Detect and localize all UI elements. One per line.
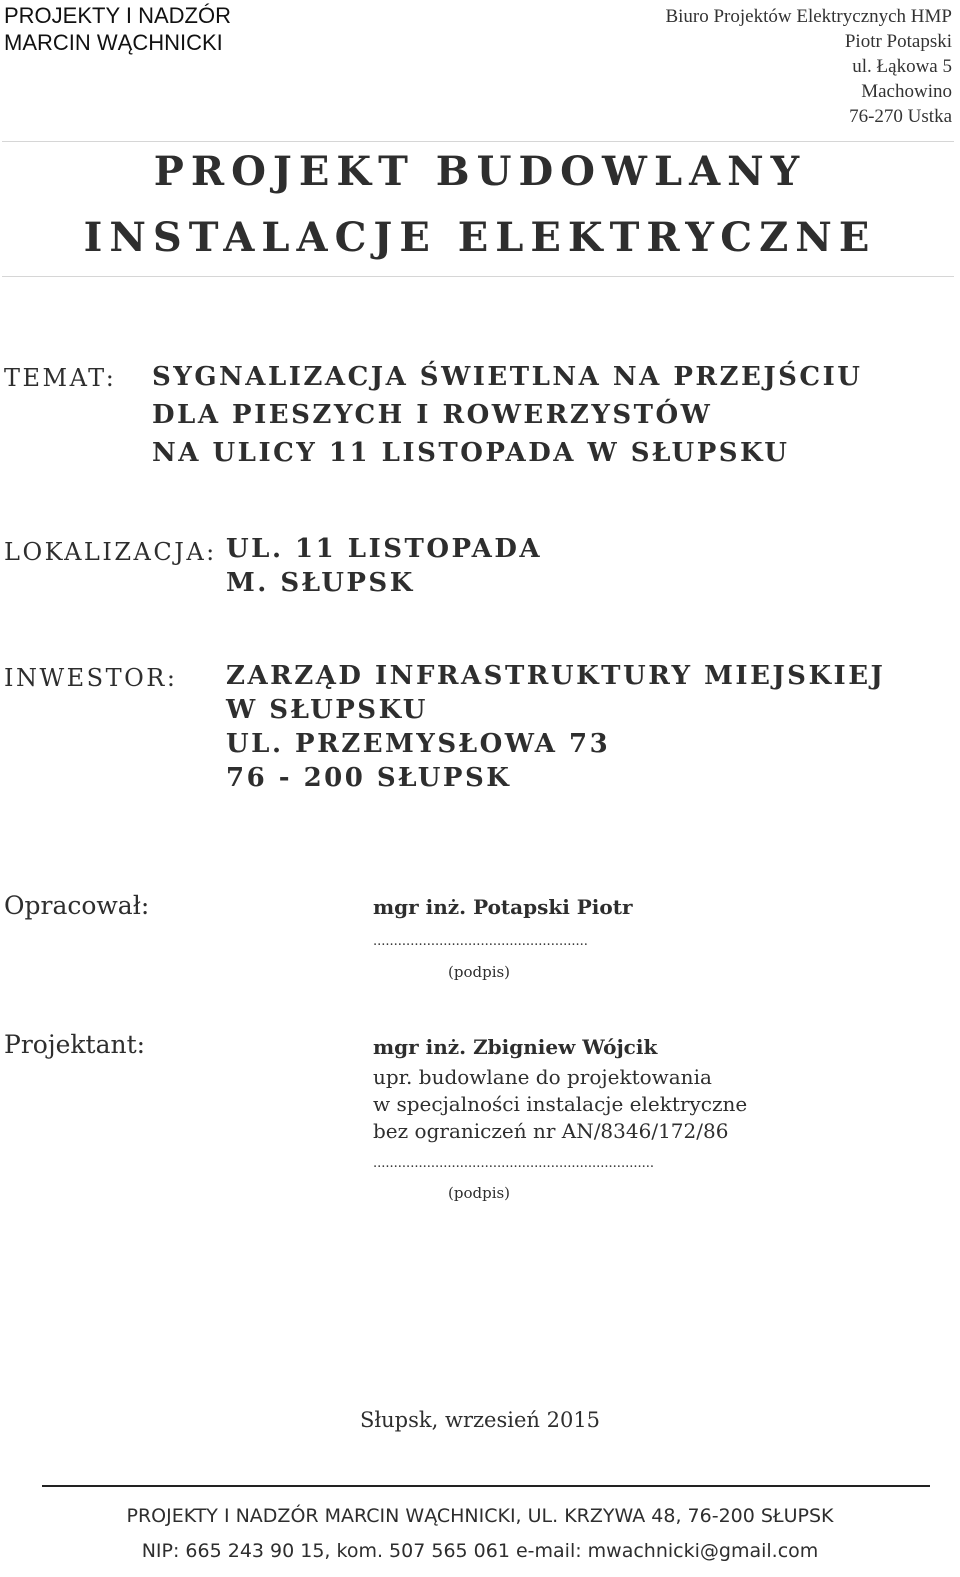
temat-line: NA ULICY 11 LISTOPADA W SŁUPSKU <box>152 438 790 468</box>
office-name: Biuro Projektów Elektrycznych HMP <box>665 6 952 27</box>
temat-line: SYGNALIZACJA ŚWIETLNA NA PRZEJŚCIU <box>152 362 863 392</box>
temat-label: TEMAT: <box>4 364 117 392</box>
projektant-signature-caption: (podpis) <box>448 1184 511 1202</box>
document-subtitle: INSTALACJE ELEKTRYCZNE <box>83 214 877 261</box>
projektant-signature-line: .................................................................... <box>373 1156 654 1171</box>
company-name-line2: MARCIN WĄCHNICKI <box>4 30 223 55</box>
document-title: PROJEKT BUDOWLANY <box>153 148 807 195</box>
inwestor-line: UL. PRZEMYSŁOWA 73 <box>226 729 611 759</box>
temat-line: DLA PIESZYCH I ROWERZYSTÓW <box>152 400 713 430</box>
projektant-qualifications <box>373 1064 747 1145</box>
opracowal-signature-caption: (podpis) <box>448 963 511 981</box>
opracowal-name: mgr inż. Potapski Piotr <box>373 895 633 919</box>
place-and-date: Słupsk, wrzesień 2015 <box>359 1408 601 1432</box>
qualification-line: w specjalności instalacje elektryczne <box>373 1092 748 1116</box>
inwestor-line: W SŁUPSKU <box>226 695 428 725</box>
opracowal-label: Opracował: <box>4 891 150 920</box>
projektant-label: Projektant: <box>4 1030 146 1059</box>
projektant-name: mgr inż. Zbigniew Wójcik <box>373 1035 658 1059</box>
header-divider <box>2 141 954 142</box>
inwestor-line: 76 - 200 SŁUPSK <box>226 763 512 793</box>
office-street: ul. Łąkowa 5 <box>852 56 952 77</box>
temat-value <box>152 358 862 472</box>
footer-divider <box>42 1485 930 1487</box>
lokalizacja-line: UL. 11 LISTOPADA <box>226 534 543 564</box>
lokalizacja-line: M. SŁUPSK <box>226 568 415 598</box>
title-divider <box>2 276 954 277</box>
inwestor-value <box>226 659 885 795</box>
inwestor-line: ZARZĄD INFRASTRUKTURY MIEJSKIEJ <box>226 661 886 691</box>
qualification-line: upr. budowlane do projektowania <box>373 1065 712 1089</box>
lokalizacja-label: LOKALIZACJA: <box>4 538 217 566</box>
company-header <box>4 2 231 56</box>
company-name-line1: PROJEKTY I NADZÓR <box>4 3 231 28</box>
inwestor-label: INWESTOR: <box>4 664 178 692</box>
qualification-line: bez ograniczeń nr AN/8346/172/86 <box>373 1119 729 1143</box>
lokalizacja-value <box>226 532 542 600</box>
office-address <box>665 4 952 129</box>
office-town: Machowino <box>861 81 952 102</box>
office-person: Piotr Potapski <box>844 31 952 52</box>
office-postcode: 76-270 Ustka <box>849 106 952 127</box>
footer-address: PROJEKTY I NADZÓR MARCIN WĄCHNICKI, UL. KRZYWA 48, 76-200 SŁUPSK <box>126 1505 834 1527</box>
opracowal-signature-line: .................................................... <box>373 934 588 949</box>
footer-contact: NIP: 665 243 90 15, kom. 507 565 061 e-mail: mwachnicki@gmail.com <box>141 1540 819 1562</box>
